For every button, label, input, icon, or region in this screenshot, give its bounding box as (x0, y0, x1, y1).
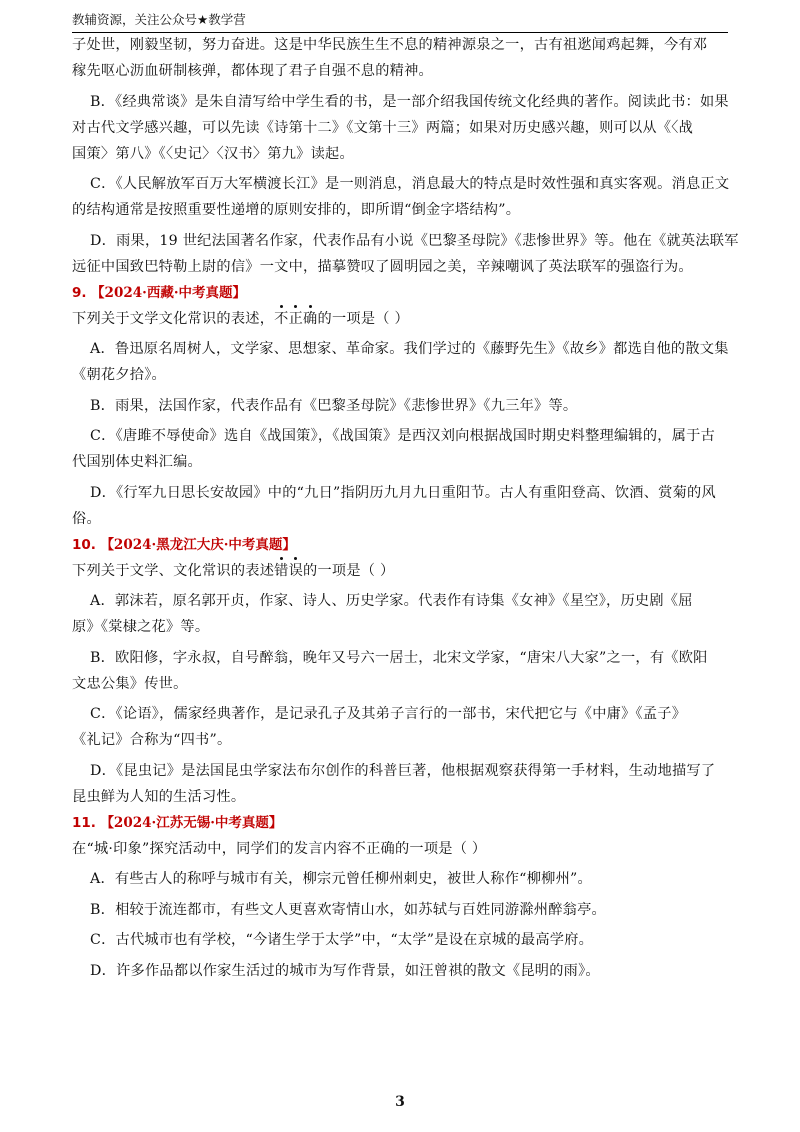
prev-option-d-line: D．雨果，19 世纪法国著名作家，代表作品有小说《巴黎圣母院》《悲惨世界》等。他在《就英法联军 (90, 232, 739, 249)
question-11-header (72, 810, 728, 836)
prev-option-b-line: 国策〉第八》《〈史记〉〈汉书〉第九》读起。 (72, 145, 354, 162)
prev-option-b (72, 89, 728, 167)
q10-option-b (72, 645, 728, 697)
page-header (72, 10, 728, 33)
q11-option-c: C．古代城市也有学校，“今诸生学于太学”中，“太学”是设在京城的最高学府。 (90, 932, 594, 948)
option-line: 昆虫鲜为人知的生活习性。 (72, 788, 246, 805)
prev-option-c-line: 的结构通常是按照重要性递增的原则安排的，即所谓“倒金字塔结构”。 (72, 202, 521, 218)
prev-option-b-line: B．《经典常谈》是朱自清写给中学生看的书，是一部介绍我国传统文化经典的著作。阅读此书：如果 (90, 93, 729, 110)
q11-option-a: A．有些古人的称呼与城市有关，柳宗元曾任柳州刺史，被世人称作“柳柳州”。 (90, 871, 592, 887)
option-line: C．《论语》，儒家经典著作，是记录孔子及其弟子言行的一部书，宋代把它与《中庸》《孟子》 (90, 706, 687, 722)
emphasis-char: 确 (303, 306, 317, 332)
prev-option-d-line: 远征中国致巴特勒上尉的信》一文中，描摹赞叹了圆明园之美，辛辣嘲讽了英法联军的强盗行为。 (72, 258, 693, 275)
question-number: 10. (72, 536, 96, 553)
prev-option-a (72, 32, 728, 84)
question-10-header (72, 532, 728, 558)
emphasis-char: 错 (274, 558, 288, 584)
option-line: D．《昆虫记》是法国昆虫学家法布尔创作的科普巨著，他根据观察获得第一手材料，生动地描写了 (90, 762, 716, 779)
q10-option-d (72, 758, 728, 810)
stem-text: 的一项是（ ） (317, 310, 409, 327)
option-line: C．《唐雎不辱使命》选自《战国策》，《战国策》是西汉刘向根据战国时期史料整理编辑的，属于古 (90, 428, 716, 444)
prev-option-c-line: C．《人民解放军百万大军横渡长江》是一则消息，消息最大的特点是时效性强和真实客观。消息正文 (90, 176, 730, 192)
question-10-stem (72, 558, 728, 584)
option-line: B．欧阳修，字永叔，自号醉翁，晚年又号六一居士，北宋文学家，“唐宋八大家”之一，有《欧阳 (90, 649, 708, 666)
q10-option-a (72, 588, 728, 640)
question-number: 9. (72, 284, 87, 301)
q9-option-c (72, 423, 728, 475)
option-line: 代国别体史料汇编。 (72, 454, 202, 470)
prev-option-d (72, 228, 739, 280)
question-9-header (72, 280, 728, 306)
emphasis-char: 不 (274, 306, 288, 332)
page-content (72, 32, 739, 984)
option-line: A．鲁迅原名周树人，文学家、思想家、革命家。我们学过的《藤野先生》《故乡》都选自他的散文集 (90, 341, 729, 357)
prev-option-b-line: 对古代文学感兴趣，可以先读《诗第十二》《文第十三》两篇；如果对历史感兴趣，则可以从《〈战 (72, 119, 694, 136)
header-text: 教辅资源，关注公众号★教学营 (72, 12, 246, 27)
q10-option-c (72, 701, 728, 753)
q11-option-d: D．许多作品都以作家生活过的城市为写作背景，如汪曾祺的散文《昆明的雨》。 (90, 962, 600, 979)
stem-text: 下列关于文学、文化常识的表述 (72, 562, 275, 579)
option-line: 《礼记》合称为“四书”。 (72, 732, 232, 748)
emphasis-char: 误 (289, 558, 303, 584)
option-line: A．郭沫若，原名郭开贞，作家、诗人、历史学家。代表作有诗集《女神》《星空》，历史剧《屈 (90, 593, 693, 609)
stem-text: 下列关于文学文化常识的表述， (72, 310, 275, 327)
q9-option-d (72, 480, 728, 532)
question-11-stem: 在“城·印象”探究活动中，同学们的发言内容不正确的一项是（ ） (72, 840, 487, 857)
option-line: 原》《棠棣之花》等。 (72, 619, 210, 635)
q9-option-b (72, 393, 728, 419)
option-line: B．雨果，法国作家，代表作品有《巴黎圣母院》《悲惨世界》《九三年》等。 (90, 397, 578, 414)
option-line: D．《行军九日思长安故园》中的“九日”指阴历九月九日重阳节。古人有重阳登高、饮酒、赏菊的风 (90, 484, 716, 501)
prev-option-a-line: 稼先呕心沥血研制核弹，都体现了君子自强不息的精神。 (72, 63, 433, 79)
page-number: 3 (395, 1094, 405, 1110)
option-line: 俗。 (72, 510, 101, 527)
prev-option-c (72, 171, 728, 223)
q9-option-a (72, 336, 728, 388)
q11-option-b: B．相较于流连都市，有些文人更喜欢寄情山水，如苏轼与百姓同游滁州醉翁亭。 (90, 901, 606, 918)
stem-text: 的一项是（ ） (303, 562, 395, 579)
question-source-tag: 【2024·黑龙江大庆·中考真题】 (100, 536, 296, 553)
question-source-tag: 【2024·西藏·中考真题】 (91, 284, 247, 301)
option-line: 文忠公集》传世。 (72, 675, 188, 692)
question-source-tag: 【2024·江苏无锡·中考真题】 (100, 814, 283, 831)
question-9-stem (72, 306, 728, 332)
option-line: 《朝花夕拾》。 (72, 367, 166, 383)
prev-option-a-line: 子处世，刚毅坚韧，努力奋进。这是中华民族生生不息的精神源泉之一，古有祖逖闻鸡起舞，今有邓 (72, 37, 708, 53)
question-number: 11. (72, 814, 96, 831)
emphasis-char: 正 (289, 306, 303, 332)
